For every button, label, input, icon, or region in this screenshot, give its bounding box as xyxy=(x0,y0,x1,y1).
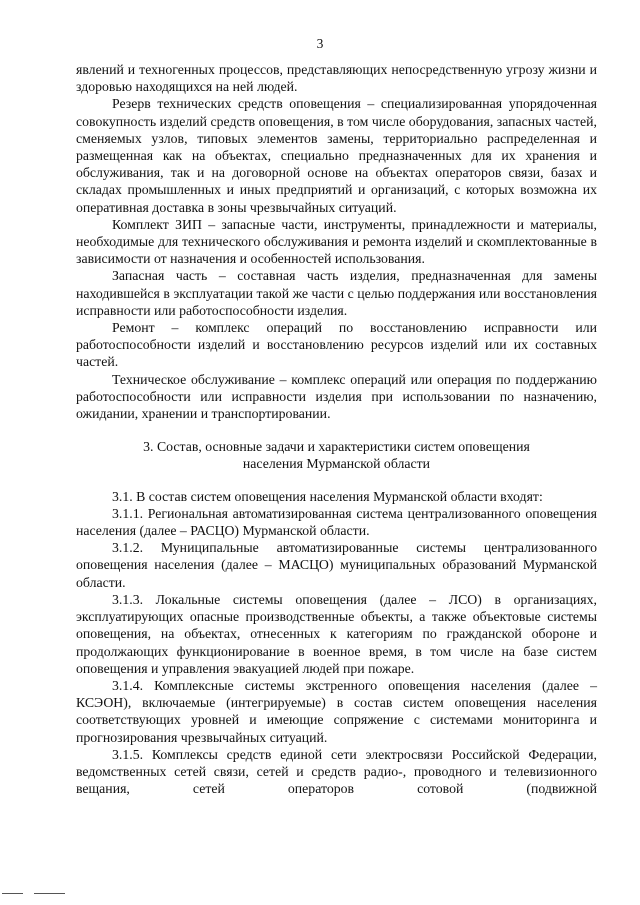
paragraph-3-1-1: 3.1.1. Региональная автоматизированная система централизованного оповещения населения (далее – РАСЦО) Мурманской области. xyxy=(76,505,597,539)
paragraph-continuation: явлений и техногенных процессов, представляющих непосредственную угрозу жизни и здоровью находящихся на ней людей. xyxy=(76,62,597,95)
document-body xyxy=(76,61,597,797)
paragraph-spare-part-definition: Запасная часть – составная часть изделия, предназначенная для замены находившейся в эксплуатации такой же части с целью поддержания или восстановления исправности или работоспособности изделия. xyxy=(76,268,597,318)
paragraph-3-1-3: 3.1.3. Локальные системы оповещения (далее – ЛСО) в организациях, эксплуатирующих опасные производственные объекты, а также объектовые системы оповещения, на объектах, отнесенных к категориям по гражданской обороне и продолжающих функционирование в военное время, в том числе на базе систем оповещения и управления эвакуацией людей при пожаре. xyxy=(76,591,597,676)
paragraph-zip-kit-definition: Комплект ЗИП – запасные части, инструменты, принадлежности и материалы, необходимые для технического обслуживания и ремонта изделий и скомплектованные в зависимости от назначения и особенностей использования. xyxy=(76,216,597,267)
paragraph-3-1-4: 3.1.4. Комплексные системы экстренного оповещения населения (далее – КСЭОН), включаемые (интегрируемые) в состав систем оповещения населения соответствующих уровней и имеющие сопряжение с системами мониторинга и прогнозирования чрезвычайных ситуаций. xyxy=(76,677,597,745)
paragraph-repair-definition: Ремонт – комплекс операций по восстановлению исправности или работоспособности изделий и восстановлению ресурсов изделий или их составных частей. xyxy=(76,320,597,370)
paragraph-reserve-definition: Резерв технических средств оповещения – специализированная упорядоченная совокупность изделий средств оповещения, в том числе оборудования, запасных частей, сменяемых узлов, типовых элементов замены, территориально распределенная и размещенная как на объектах, специально предназначенных для их хранения и обслуживания, так и на договорной основе на объектах операторов связи, базах и складах промышленных и иных предприятий и организаций, с которых возможна их оперативная доставка в зоны чрезвычайных ситуаций. xyxy=(76,96,597,215)
paragraph-maintenance-definition: Техническое обслуживание – комплекс операций или операция по поддержанию работоспособности или исправности изделия при использовании по назначению, ожидании, хранении и транспортировании. xyxy=(76,371,597,422)
paragraph-3-1-5: 3.1.5. Комплексы средств единой сети электросвязи Российской Федерации, ведомственных сетей связи, сетей и средств радио-, проводного и телевизионного вещания, сетей операторов сотовой (подвижной xyxy=(76,746,597,797)
section-title: 3. Состав, основные задачи и характеристики систем оповещения населения Мурманской области xyxy=(143,439,530,472)
paragraph-3-1: 3.1. В состав систем оповещения населения Мурманской области входят: xyxy=(112,488,543,504)
footer-line-right xyxy=(34,893,65,894)
footer-marks xyxy=(0,893,640,905)
page-number: 3 xyxy=(316,36,324,51)
footer-line-left xyxy=(2,893,23,894)
paragraph-3-1-2: 3.1.2. Муниципальные автоматизированные системы централизованного оповещения населения (далее – МАСЦО) муниципальных образований Мурманской области. xyxy=(76,540,597,590)
